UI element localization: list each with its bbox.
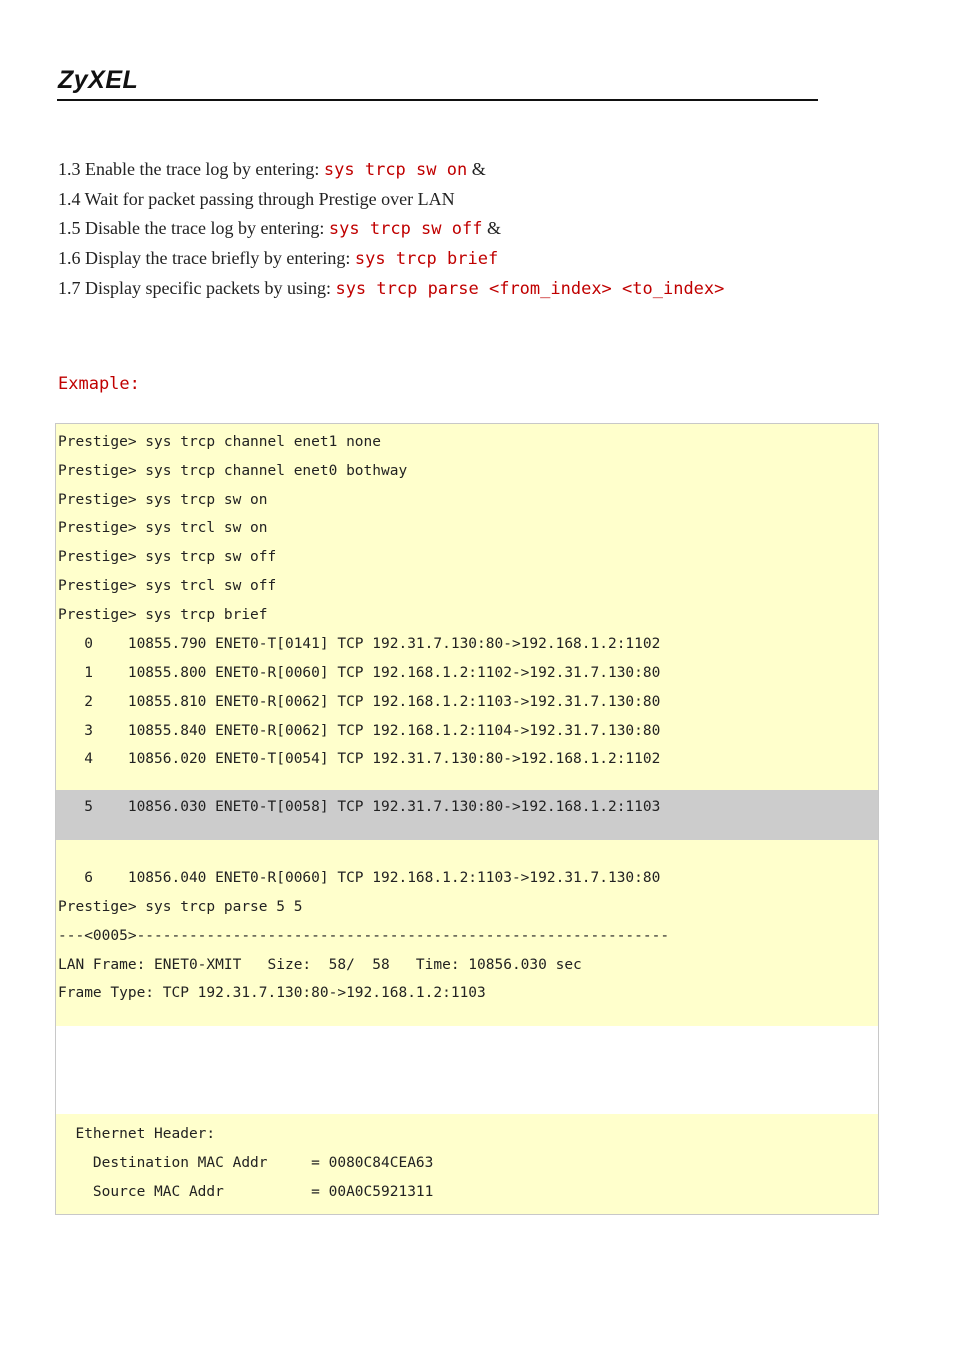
code-line: Frame Type: TCP 192.31.7.130:80->192.168.1.2:1103 [58, 985, 486, 1001]
code-example-box [55, 423, 879, 1215]
step-text: 1.5 Disable the trace log by entering: [58, 218, 329, 238]
code-line: Prestige> sys trcp parse 5 5 [58, 899, 303, 915]
code-line: Destination MAC Addr = 0080C84CEA63 [58, 1155, 434, 1171]
step-1-5 [58, 214, 724, 244]
step-text: 1.3 Enable the trace log by entering: [58, 159, 324, 179]
steps-list [58, 155, 724, 304]
header-rule [57, 99, 818, 101]
example-label: Exmaple: [58, 374, 140, 394]
trace-row: 2 10855.810 ENET0-R[0062] TCP 192.168.1.2:1103->192.31.7.130:80 [58, 694, 661, 710]
code-line: Prestige> sys trcl sw off [58, 578, 277, 594]
step-1-7 [58, 274, 724, 304]
step-command: sys trcp parse <from_index> <to_index> [335, 279, 725, 299]
trace-row-highlighted: 5 10856.030 ENET0-T[0058] TCP 192.31.7.130:80->192.168.1.2:1103 [58, 799, 661, 815]
step-1-4 [58, 185, 724, 214]
step-command: sys trcp sw off [328, 219, 483, 239]
step-text: 1.4 Wait for packet passing through Prestige over LAN [58, 189, 455, 209]
trace-row: 3 10855.840 ENET0-R[0062] TCP 192.168.1.2:1104->192.31.7.130:80 [58, 723, 661, 739]
trace-row: 1 10855.800 ENET0-R[0060] TCP 192.168.1.2:1102->192.31.7.130:80 [58, 665, 661, 681]
step-command: sys trcp sw on [323, 160, 468, 180]
trace-row: 6 10856.040 ENET0-R[0060] TCP 192.168.1.2:1103->192.31.7.130:80 [58, 870, 661, 886]
code-line: Prestige> sys trcp sw on [58, 492, 268, 508]
code-line: LAN Frame: ENET0-XMIT Size: 58/ 58 Time: 10856.030 sec [58, 957, 582, 973]
step-suffix: & [467, 159, 486, 179]
code-line: Ethernet Header: [58, 1126, 216, 1142]
code-line: Prestige> sys trcl sw on [58, 520, 268, 536]
step-1-6 [58, 244, 724, 274]
step-text: 1.7 Display specific packets by using: [58, 278, 336, 298]
trace-row: 0 10855.790 ENET0-T[0141] TCP 192.31.7.130:80->192.168.1.2:1102 [58, 636, 661, 652]
step-command: sys trcp brief [354, 249, 499, 269]
blank-gap [56, 1026, 878, 1114]
step-suffix: & [482, 218, 501, 238]
code-line: Prestige> sys trcp brief [58, 607, 268, 623]
code-line: Source MAC Addr = 00A0C5921311 [58, 1184, 434, 1200]
zyxel-logo: ZyXEL [58, 66, 139, 94]
step-text: 1.6 Display the trace briefly by entering: [58, 248, 355, 268]
code-line: Prestige> sys trcp channel enet0 bothway [58, 463, 408, 479]
trace-row: 4 10856.020 ENET0-T[0054] TCP 192.31.7.130:80->192.168.1.2:1102 [58, 751, 661, 767]
step-1-3 [58, 155, 724, 185]
code-line: Prestige> sys trcp channel enet1 none [58, 434, 382, 450]
separator-line: ---<0005>------------------------------------------------------------- [58, 928, 670, 944]
code-line: Prestige> sys trcp sw off [58, 549, 277, 565]
